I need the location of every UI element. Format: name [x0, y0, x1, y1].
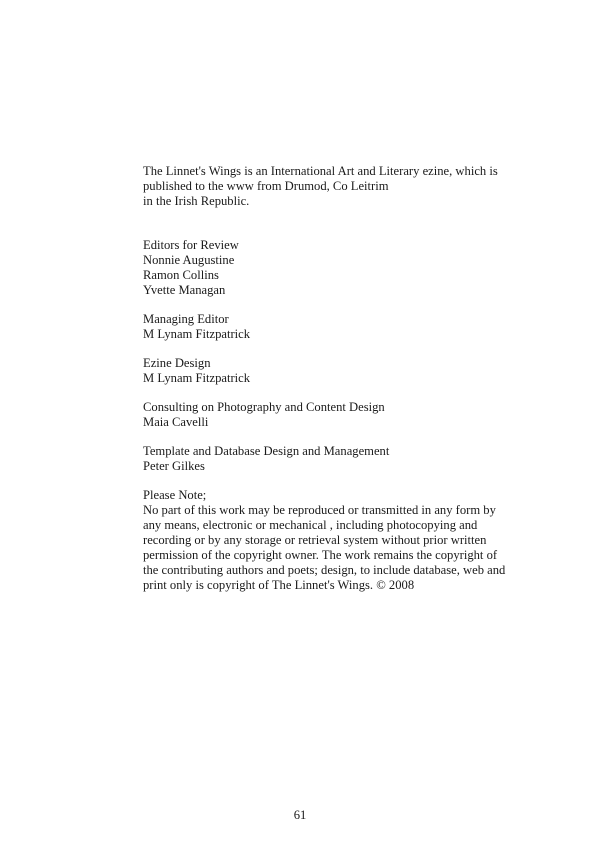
note-line: permission of the copyright owner. The work remains the copyright of [143, 548, 498, 562]
managing-editor-name: M Lynam Fitzpatrick [143, 327, 251, 341]
editors-section [143, 238, 503, 298]
page-number: 61 [293, 808, 307, 822]
consulting-section [143, 400, 503, 430]
note-line: No part of this work may be reproduced or transmitted in any form by [143, 503, 496, 517]
editor-name: Nonnie Augustine [143, 253, 235, 267]
note-heading: Please Note; [143, 488, 207, 502]
editor-name: Ramon Collins [143, 268, 219, 282]
managing-editor-section [143, 312, 503, 342]
editor-name: Yvette Managan [143, 283, 226, 297]
ezine-design-name: M Lynam Fitzpatrick [143, 371, 251, 385]
consulting-name: Maia Cavelli [143, 415, 209, 429]
template-design-name: Peter Gilkes [143, 459, 205, 473]
note-line: print only is copyright of The Linnet's Wings. © 2008 [143, 578, 415, 592]
template-design-heading: Template and Database Design and Management [143, 444, 390, 458]
ezine-design-section [143, 356, 503, 386]
note-line: any means, electronic or mechanical , including photocopying and [143, 518, 478, 532]
page-content [143, 164, 506, 593]
intro-line: The Linnet's Wings is an International Art and Literary ezine, which is [143, 164, 498, 178]
intro-line: in the Irish Republic. [143, 194, 250, 208]
note-line: recording or by any storage or retrieval system without prior written [143, 533, 487, 547]
editors-heading: Editors for Review [143, 238, 239, 252]
ezine-design-heading: Ezine Design [143, 356, 211, 370]
note-line: the contributing authors and poets; design, to include database, web and [143, 563, 506, 577]
intro-paragraph [143, 164, 503, 209]
intro-line: published to the www from Drumod, Co Leitrim [143, 179, 389, 193]
consulting-heading: Consulting on Photography and Content Design [143, 400, 385, 414]
managing-editor-heading: Managing Editor [143, 312, 229, 326]
copyright-note [143, 488, 506, 593]
template-design-section [143, 444, 503, 474]
